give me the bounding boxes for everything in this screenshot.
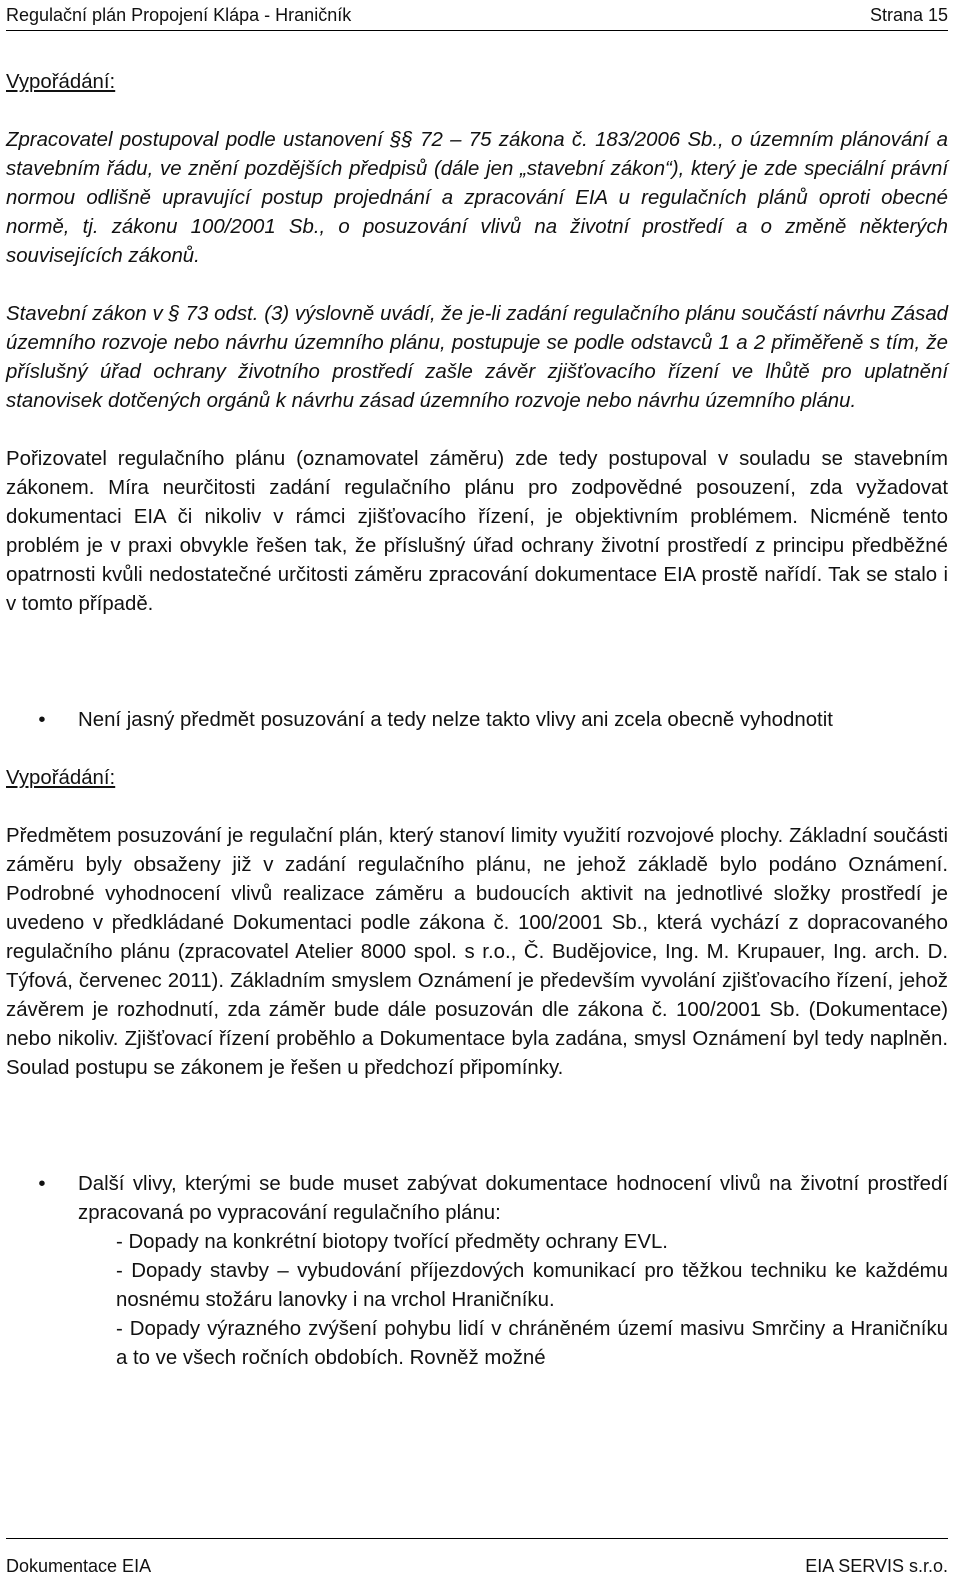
spacer <box>6 1112 948 1170</box>
bullet-item <box>6 706 948 735</box>
bullet-text: Není jasný předmět posuzování a tedy nelze takto vlivy ani zcela obecně vyhodnotit <box>78 709 833 731</box>
section-label: Vypořádání: <box>6 71 116 93</box>
page-header <box>6 0 948 31</box>
list-item: - Dopady výrazného zvýšení pohybu lidí v chráněném území masivu Smrčiny a Hraničníku a to ve všech ročních obdobích. Rovněž možné <box>116 1318 948 1369</box>
page-footer <box>6 1538 948 1579</box>
footer-right: EIA SERVIS s.r.o. <box>805 1556 948 1576</box>
paragraph: Zpracovatel postupoval podle ustanovení §§ 72 – 75 zákona č. 183/2006 Sb., o územním plánování a stavebním řádu, ve znění pozdějších předpisů (dále jen „stavební zákon“), který je zde speciální právní normou odlišně upravující postup projednání a zpracování EIA u regulačních plánů oproti obecné normě, tj. zákonu 100/2001 Sb., o posuzování vlivů na životní prostředí a o změně některých souvisejících zákonů. <box>6 129 948 267</box>
page-content <box>6 68 948 1373</box>
dash-list <box>116 1228 948 1373</box>
list-item: - Dopady stavby – vybudování příjezdových komunikací pro těžkou techniku ke každému nosnému stožáru lanovky i na vrchol Hraničníku. <box>116 1260 948 1311</box>
bullet-item <box>6 1170 948 1228</box>
paragraph <box>6 300 948 416</box>
header-title: Regulační plán Propojení Klápa - Hraničník <box>6 5 352 25</box>
section-label: Vypořádání: <box>6 767 116 789</box>
header-page-number: Strana 15 <box>869 5 948 25</box>
paragraph-text: Stavební zákon v § 73 odst. (3) výslovně uvádí, že je-li zadání regulačního plánu součástí návrhu Zásad územního rozvoje nebo návrhu územního plánu, postupuje se podle odstavců 1 a 2 přiměřeně s tím, že příslušný úřad ochrany životního prostředí zašle závěr zjišťovacího řízení ve lhůtě pro uplatnění stanovisek dotčených orgánů k návrhu zásad územního rozvoje nebo návrhu územního plánu. <box>6 303 948 412</box>
paragraph: Pořizovatel regulačního plánu (oznamovatel záměru) zde tedy postupoval v souladu se stavebním zákonem. Míra neurčitosti zadání regulačního plánu pro zodpovědné posouzení, zda vyžadovat dokumentaci EIA či nikoliv v rámci zjišťovacího řízení, je objektivním problémem. Nicméně tento problém je v praxi obvykle řešen tak, že příslušný úřad ochrany životní prostředí z principu předběžné opatrnosti kvůli nedostatečné určitosti záměru zpracování dokumentace EIA prostě nařídí. Tak se stalo i v tomto případě. <box>6 448 948 615</box>
bullet-text: Další vlivy, kterými se bude muset zabývat dokumentace hodnocení vlivů na životní prostředí zpracovaná po vypracování regulačního plánu: <box>78 1173 948 1224</box>
spacer <box>6 648 948 706</box>
footer-left: Dokumentace EIA <box>6 1556 152 1576</box>
list-item: - Dopady na konkrétní biotopy tvořící předměty ochrany EVL. <box>116 1231 668 1253</box>
paragraph: Předmětem posuzování je regulační plán, který stanoví limity využití rozvojové plochy. Základní součásti záměru byly obsaženy již v zadání regulačního plánu, ne jehož základě bylo podáno Oznámení. Podrobné vyhodnocení vlivů realizace záměru a budoucích aktivit na jednotlivé složky prostředí je uvedeno v předkládané Dokumentaci podle zákona č. 100/2001 Sb., která vychází z dopracovaného regulačního plánu (zpracovatel Atelier 8000 spol. s r.o., Č. Budějovice, Ing. M. Krupauer, Ing. arch. D. Týfová, červenec 2011). Základním smyslem Oznámení je především vyvolání zjišťovacího řízení, jehož závěrem je rozhodnutí, zda záměr bude dále posuzován dle zákona č. 100/2001 Sb. (Dokumentace) nebo nikoliv. Zjišťovací řízení proběhlo a Dokumentace byla zadána, smysl Oznámení byl tedy naplněn. Soulad postupu se zákonem je řešen u předchozí připomínky. <box>6 825 948 1079</box>
document-page <box>6 0 948 1579</box>
bullet-icon: • <box>38 1173 46 1195</box>
bullet-icon: • <box>38 709 46 731</box>
